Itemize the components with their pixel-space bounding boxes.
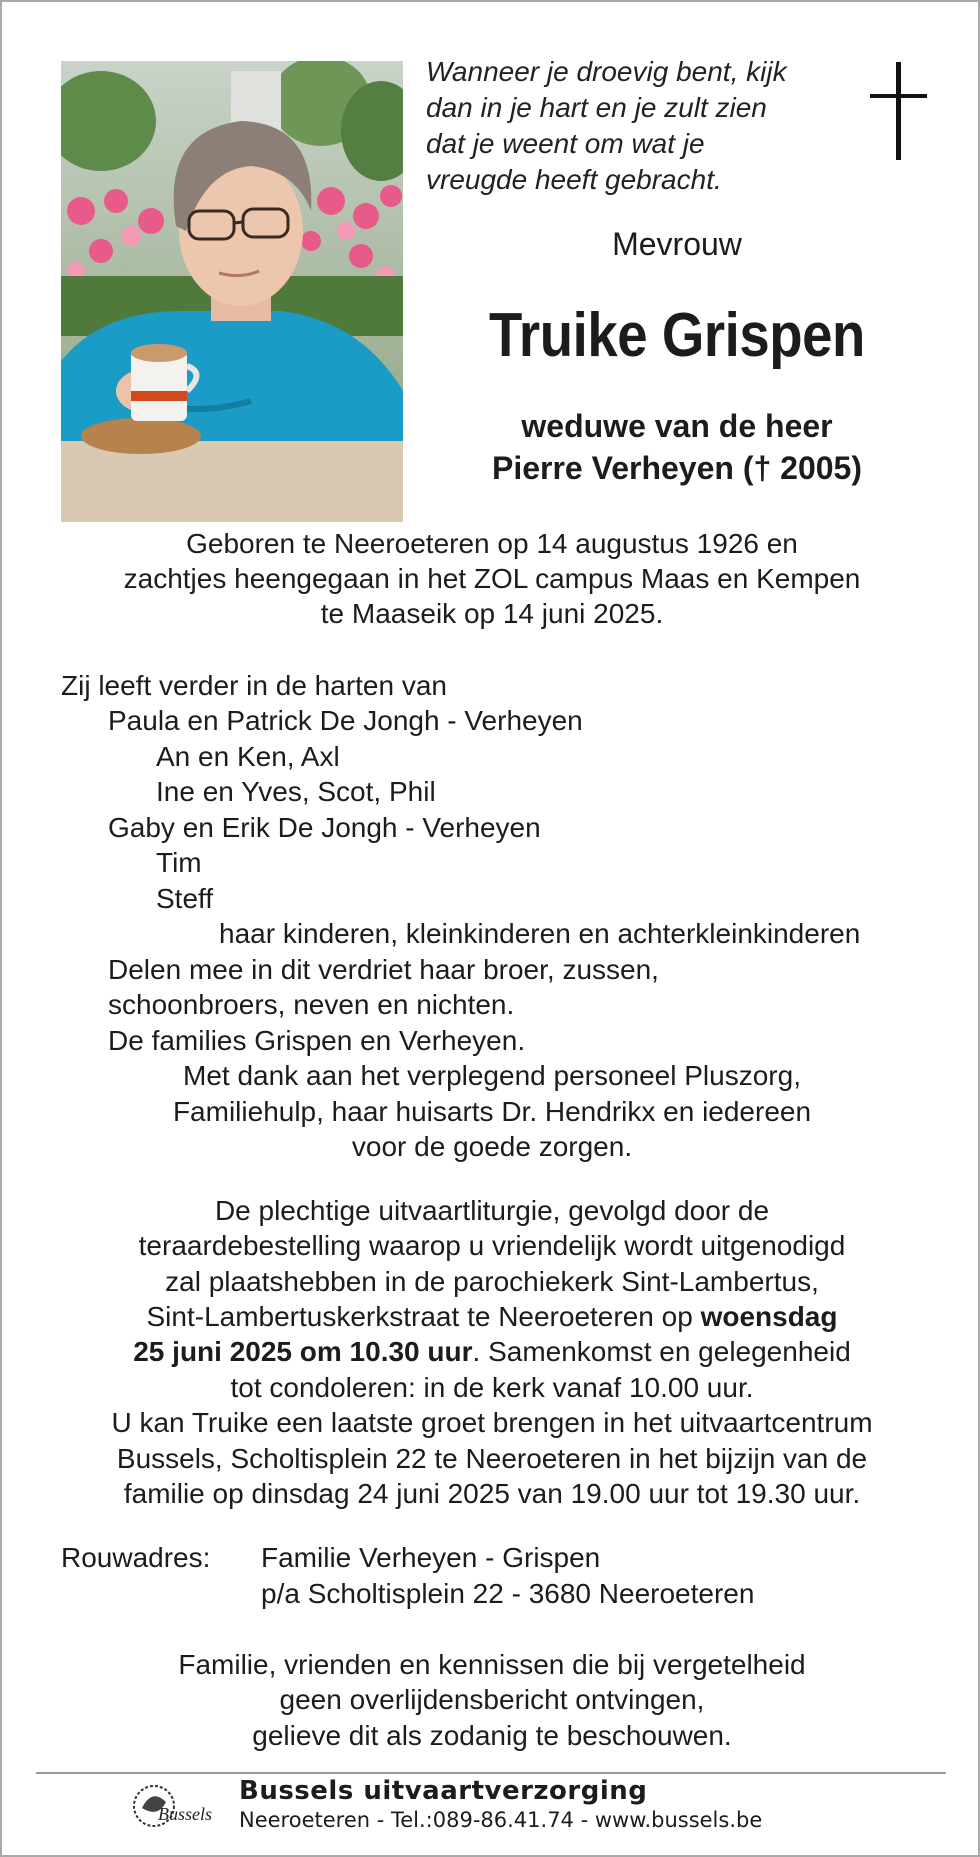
family-child: Gaby en Erik De Jongh - Verheyen bbox=[108, 812, 541, 843]
address-line: Familie Verheyen - Grispen bbox=[261, 1542, 601, 1573]
poem-line: Wanneer je droevig bent, kijk bbox=[426, 56, 787, 87]
thanks-line: voor de goede zorgen. bbox=[351, 1131, 633, 1162]
family-grandchild: Ine en Yves, Scot, Phil bbox=[156, 776, 436, 807]
family-grandchild: Tim bbox=[156, 847, 202, 878]
family-grandchild: An en Ken, Axl bbox=[156, 741, 340, 772]
birth-line: Geboren te Neeroeteren op 14 augustus 1926 en bbox=[186, 528, 798, 559]
ceremony-line: zal plaatshebben in de parochiekerk Sint-Lambertus, bbox=[165, 1266, 819, 1297]
ceremony-line: tot condoleren: in de kerk vanaf 10.00 uur. bbox=[230, 1372, 754, 1403]
ceremony-datetime: 25 juni 2025 om 10.30 uur bbox=[133, 1336, 473, 1367]
thanks-line: Met dank aan het verplegend personeel Pluszorg, bbox=[183, 1060, 801, 1091]
ceremony-line bbox=[2, 1299, 980, 1335]
portrait-illustration bbox=[61, 61, 403, 522]
address-label: Rouwadres: bbox=[61, 1542, 211, 1573]
footer-contact: Neeroeteren - Tel.:089-86.41.74 - www.bussels.be bbox=[239, 1808, 763, 1832]
poem bbox=[426, 54, 866, 198]
thanks-line: Familiehulp, haar huisarts Dr. Hendrikx en iedereen bbox=[172, 1096, 812, 1127]
closing-line: geen overlijdensbericht ontvingen, bbox=[279, 1684, 705, 1715]
ceremony-day: woensdag bbox=[700, 1301, 838, 1332]
ceremony-line bbox=[2, 1334, 980, 1370]
poem-line: dat je weent om wat je bbox=[426, 128, 705, 159]
salutation: Mevrouw bbox=[612, 226, 742, 262]
family-summary: haar kinderen, kleinkinderen en achterkleinkinderen bbox=[219, 918, 861, 949]
closing-line: gelieve dit als zodanig te beschouwen. bbox=[252, 1720, 732, 1751]
birth-line: zachtjes heengegaan in het ZOL campus Maas en Kempen bbox=[123, 563, 861, 594]
ceremony-line: familie op dinsdag 24 juni 2025 van 19.00 uur tot 19.30 uur. bbox=[123, 1478, 861, 1509]
closing-line: Familie, vrienden en kennissen die bij vergetelheid bbox=[178, 1649, 806, 1680]
family-shared: Delen mee in dit verdriet haar broer, zussen, bbox=[108, 954, 659, 985]
address-line: p/a Scholtisplein 22 - 3680 Neeroeteren bbox=[261, 1578, 755, 1609]
widow-line: weduwe van de heer bbox=[521, 408, 833, 444]
widow-line: Pierre Verheyen († 2005) bbox=[491, 450, 862, 486]
bussels-logo bbox=[128, 1778, 224, 1838]
family-grandchild: Steff bbox=[156, 883, 214, 914]
poem-line: vreugde heeft gebracht. bbox=[426, 164, 722, 195]
ceremony-line: U kan Truike een laatste groet brengen in het uitvaartcentrum bbox=[111, 1407, 873, 1438]
family-names: De families Grispen en Verheyen. bbox=[108, 1025, 526, 1056]
birth-line: te Maaseik op 14 juni 2025. bbox=[320, 598, 664, 629]
family-child: Paula en Patrick De Jongh - Verheyen bbox=[108, 705, 583, 736]
ceremony-line: teraardebestelling waarop u vriendelijk wordt uitgenodigd bbox=[138, 1230, 846, 1261]
ceremony-line: De plechtige uitvaartliturgie, gevolgd door de bbox=[214, 1195, 770, 1226]
widow-of bbox=[422, 405, 932, 489]
family-intro: Zij leeft verder in de harten van bbox=[61, 670, 447, 701]
ceremony-line: Bussels, Scholtisplein 22 te Neeroeteren in het bijzijn van de bbox=[116, 1443, 868, 1474]
logo-text: Bussels bbox=[158, 1804, 212, 1824]
poem-line: dan in je hart en je zult zien bbox=[426, 92, 767, 123]
portrait-photo bbox=[61, 61, 403, 522]
ceremony-text: . Samenkomst en gelegenheid bbox=[472, 1336, 851, 1367]
family-shared: schoonbroers, neven en nichten. bbox=[108, 989, 515, 1020]
footer-title: Bussels uitvaartverzorging bbox=[239, 1776, 648, 1806]
footer-divider bbox=[36, 1772, 946, 1774]
cross-icon bbox=[870, 62, 930, 160]
ceremony-text: Sint-Lambertuskerkstraat te Neeroeteren op bbox=[146, 1301, 701, 1332]
deceased-name: Truike Grispen bbox=[489, 301, 865, 370]
